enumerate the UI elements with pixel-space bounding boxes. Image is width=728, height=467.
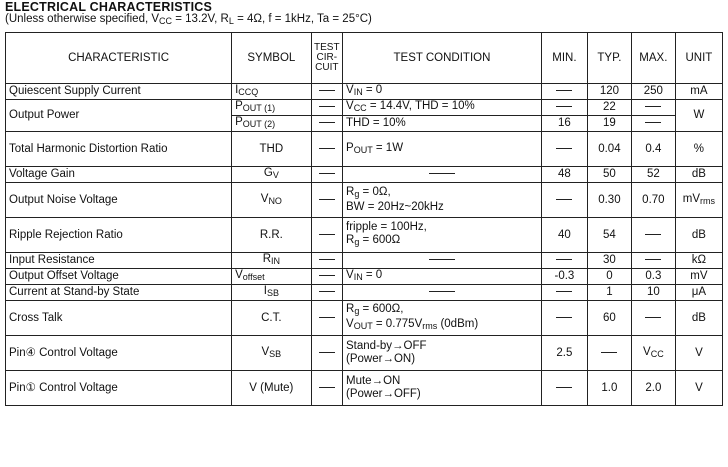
- row-min: 2.5: [541, 336, 587, 371]
- row-min: 48: [541, 167, 587, 183]
- col-header-min: MIN.: [541, 33, 587, 84]
- dash-mark: [645, 259, 661, 260]
- col-header-test-circuit: TEST CIR- CUIT: [311, 33, 342, 84]
- row-test-condition: [343, 167, 542, 183]
- row-unit: dB: [675, 301, 722, 336]
- row-typ: 0: [587, 269, 631, 285]
- dash-mark: [319, 275, 335, 276]
- row-characteristic: Pin④ Control Voltage: [6, 336, 232, 371]
- table-row: [6, 132, 723, 167]
- row-characteristic: Output Power: [6, 100, 232, 132]
- row-symbol: V (Mute): [232, 371, 312, 406]
- row-symbol: $P_{OUT (2)}$: [232, 116, 312, 132]
- row-test-circuit: [311, 285, 342, 301]
- table-row: [6, 183, 723, 218]
- dash-mark: [319, 291, 335, 292]
- row-max: [631, 301, 675, 336]
- row-max: [631, 218, 675, 253]
- table-row: [6, 269, 723, 285]
- row-max: 2.0: [631, 371, 675, 406]
- row-characteristic: Input Resistance: [6, 253, 232, 269]
- dash-mark: [645, 106, 661, 107]
- row-typ: 120: [587, 84, 631, 100]
- row-test-condition: $V_{CC} = 14.4V$, THD = 10%: [343, 100, 542, 116]
- row-characteristic: Pin① Control Voltage: [6, 371, 232, 406]
- row-characteristic: Total Harmonic Distortion Ratio: [6, 132, 232, 167]
- row-unit: μA: [675, 285, 722, 301]
- table-row: [6, 253, 723, 269]
- dash-mark: [319, 234, 335, 235]
- row-symbol: $V_{NO}$: [232, 183, 312, 218]
- row-test-circuit: [311, 269, 342, 285]
- row-test-circuit: [311, 301, 342, 336]
- dash-mark: [319, 122, 335, 123]
- row-symbol: $V_{SB}$: [232, 336, 312, 371]
- dash-mark: [319, 173, 335, 174]
- row-min: [541, 100, 587, 116]
- row-min: 40: [541, 218, 587, 253]
- dash-mark: [429, 291, 455, 292]
- row-unit: dB: [675, 218, 722, 253]
- dash-mark: [556, 317, 572, 318]
- row-typ: 0.04: [587, 132, 631, 167]
- row-max: [631, 116, 675, 132]
- row-min: [541, 183, 587, 218]
- table-row: [6, 371, 723, 406]
- dash-mark: [556, 259, 572, 260]
- dash-mark: [319, 148, 335, 149]
- col-header-max: MAX.: [631, 33, 675, 84]
- table-row: [6, 84, 723, 100]
- row-min: -0.3: [541, 269, 587, 285]
- dash-mark: [601, 352, 617, 353]
- row-symbol: $V_{offset}$: [232, 269, 312, 285]
- row-typ: 60: [587, 301, 631, 336]
- row-symbol: $I_{CCQ}$: [232, 84, 312, 100]
- row-unit: V: [675, 371, 722, 406]
- row-symbol: $R_{IN}$: [232, 253, 312, 269]
- dash-mark: [556, 199, 572, 200]
- row-typ: 50: [587, 167, 631, 183]
- section-subtitle: (Unless otherwise specified, $V_{CC} = 13.2V$, $R_L = 4\Omega$, f = 1kHz, Ta = 25°C): [5, 13, 372, 26]
- row-symbol: R.R.: [232, 218, 312, 253]
- col-header-test-condition: TEST CONDITION: [343, 33, 542, 84]
- table-row: [6, 167, 723, 183]
- row-max: [631, 100, 675, 116]
- row-test-condition: [343, 285, 542, 301]
- section-title: ELECTRICAL CHARACTERISTICS: [5, 0, 213, 14]
- table-row: [6, 301, 723, 336]
- row-test-circuit: [311, 183, 342, 218]
- row-min: 16: [541, 116, 587, 132]
- row-test-condition: [343, 253, 542, 269]
- col-header-characteristic: CHARACTERISTIC: [6, 33, 232, 84]
- row-max: 10: [631, 285, 675, 301]
- dash-mark: [645, 317, 661, 318]
- row-test-condition: $R_g = 600\Omega$, $V_{OUT} = 0.775V_{rms}$ (0dBm): [343, 301, 542, 336]
- row-max: 0.3: [631, 269, 675, 285]
- row-max: 0.70: [631, 183, 675, 218]
- table-row: [6, 218, 723, 253]
- dash-mark: [319, 259, 335, 260]
- row-test-condition: THD = 10%: [343, 116, 542, 132]
- row-test-condition: $V_{IN} = 0$: [343, 269, 542, 285]
- header-row: [6, 33, 723, 84]
- table-row: [6, 336, 723, 371]
- row-test-circuit: [311, 116, 342, 132]
- row-typ: 22: [587, 100, 631, 116]
- row-unit: $mV_{rms}$: [675, 183, 722, 218]
- row-symbol: THD: [232, 132, 312, 167]
- row-typ: 54: [587, 218, 631, 253]
- row-symbol: $G_V$: [232, 167, 312, 183]
- row-characteristic: Output Offset Voltage: [6, 269, 232, 285]
- dash-mark: [556, 148, 572, 149]
- characteristics-table: [5, 32, 723, 406]
- dash-mark: [319, 106, 335, 107]
- row-characteristic: Cross Talk: [6, 301, 232, 336]
- row-test-condition: $R_g = 0\Omega$, BW = 20Hz~20kHz: [343, 183, 542, 218]
- dash-mark: [556, 387, 572, 388]
- row-unit: W: [675, 100, 722, 132]
- row-test-circuit: [311, 218, 342, 253]
- row-min: [541, 371, 587, 406]
- col-header-typ: TYP.: [587, 33, 631, 84]
- row-test-condition: Mute→ON (Power→OFF): [343, 371, 542, 406]
- row-unit: dB: [675, 167, 722, 183]
- row-characteristic: Output Noise Voltage: [6, 183, 232, 218]
- row-typ: [587, 336, 631, 371]
- dash-mark: [645, 122, 661, 123]
- dash-mark: [319, 199, 335, 200]
- row-characteristic: Ripple Rejection Ratio: [6, 218, 232, 253]
- row-test-circuit: [311, 371, 342, 406]
- dash-mark: [319, 387, 335, 388]
- row-test-circuit: [311, 132, 342, 167]
- row-typ: 0.30: [587, 183, 631, 218]
- row-unit: %: [675, 132, 722, 167]
- table-row: [6, 285, 723, 301]
- dash-mark: [645, 234, 661, 235]
- row-test-circuit: [311, 253, 342, 269]
- row-max: 250: [631, 84, 675, 100]
- dash-mark: [556, 106, 572, 107]
- col-header-unit: UNIT: [675, 33, 722, 84]
- row-symbol: $P_{OUT (1)}$: [232, 100, 312, 116]
- row-unit: mA: [675, 84, 722, 100]
- row-min: [541, 301, 587, 336]
- row-symbol: $I_{SB}$: [232, 285, 312, 301]
- row-test-circuit: [311, 100, 342, 116]
- dash-mark: [319, 352, 335, 353]
- dash-mark: [429, 259, 455, 260]
- dash-mark: [429, 173, 455, 174]
- row-min: [541, 132, 587, 167]
- row-test-condition: Stand-by→OFF (Power→ON): [343, 336, 542, 371]
- row-symbol: C.T.: [232, 301, 312, 336]
- dash-mark: [319, 90, 335, 91]
- row-test-condition: fripple = 100Hz, $R_g = 600\Omega$: [343, 218, 542, 253]
- col-header-symbol: SYMBOL: [232, 33, 312, 84]
- row-unit: V: [675, 336, 722, 371]
- table-row: [6, 100, 723, 116]
- row-typ: 1.0: [587, 371, 631, 406]
- row-max: 0.4: [631, 132, 675, 167]
- row-test-condition: $V_{IN} = 0$: [343, 84, 542, 100]
- row-min: [541, 285, 587, 301]
- row-max: 52: [631, 167, 675, 183]
- row-typ: 1: [587, 285, 631, 301]
- row-test-circuit: [311, 336, 342, 371]
- row-test-circuit: [311, 84, 342, 100]
- row-characteristic: Current at Stand-by State: [6, 285, 232, 301]
- row-typ: 19: [587, 116, 631, 132]
- row-test-circuit: [311, 167, 342, 183]
- row-typ: 30: [587, 253, 631, 269]
- row-unit: mV: [675, 269, 722, 285]
- row-characteristic: Quiescent Supply Current: [6, 84, 232, 100]
- row-max: [631, 253, 675, 269]
- row-test-condition: $P_{OUT} = 1W$: [343, 132, 542, 167]
- row-unit: kΩ: [675, 253, 722, 269]
- row-min: [541, 84, 587, 100]
- dash-mark: [319, 317, 335, 318]
- row-max: $V_{CC}$: [631, 336, 675, 371]
- dash-mark: [556, 291, 572, 292]
- row-min: [541, 253, 587, 269]
- dash-mark: [556, 90, 572, 91]
- row-characteristic: Voltage Gain: [6, 167, 232, 183]
